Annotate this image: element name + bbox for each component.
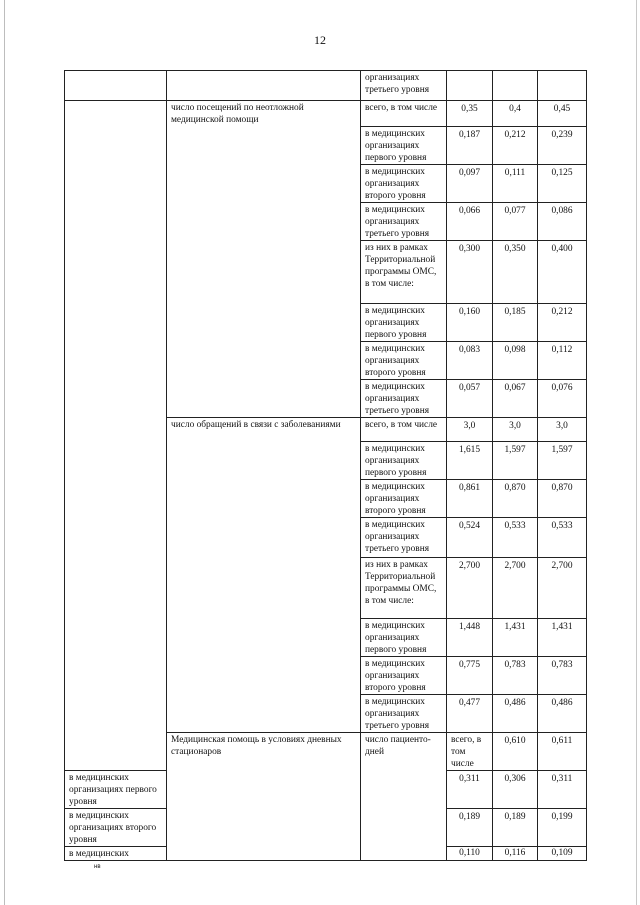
value-cell-3: 0,870 <box>538 480 587 518</box>
value-cell-3: 0,486 <box>538 695 587 733</box>
breakdown-cell: в медицинских <box>65 847 167 861</box>
value-cell-3: 1,597 <box>538 442 587 480</box>
value-cell-1 <box>447 71 493 101</box>
value-cell-2: 0,486 <box>493 695 538 733</box>
value-cell-1: 0,861 <box>447 480 493 518</box>
care-type-cell <box>65 101 167 771</box>
value-cell-1: 0,057 <box>447 380 493 418</box>
breakdown-cell: всего, в том числе <box>447 733 493 771</box>
value-cell-1: 0,300 <box>447 241 493 304</box>
value-cell-3: 0,112 <box>538 342 587 380</box>
value-cell-3: 0,199 <box>538 809 587 847</box>
value-cell-1: 0,187 <box>447 127 493 165</box>
value-cell-1: 0,066 <box>447 203 493 241</box>
breakdown-cell: в медицинских организациях третьего уровня <box>361 380 447 418</box>
scan-edge-left <box>4 0 5 905</box>
value-cell-1: 0,477 <box>447 695 493 733</box>
breakdown-cell: в медицинских организациях второго уровня <box>361 480 447 518</box>
value-cell-2: 0,111 <box>493 165 538 203</box>
indicator-cell <box>167 71 361 101</box>
value-cell-2: 0,098 <box>493 342 538 380</box>
value-cell-3: 0,239 <box>538 127 587 165</box>
value-cell-3: 1,431 <box>538 619 587 657</box>
value-cell-1: 1,615 <box>447 442 493 480</box>
value-cell-2: 1,597 <box>493 442 538 480</box>
page-number: 12 <box>314 33 326 47</box>
value-cell-3: 0,783 <box>538 657 587 695</box>
indicator-cell: число посещений по неотложной медицинской помощи <box>167 101 361 418</box>
value-cell-3: 0,086 <box>538 203 587 241</box>
value-cell-2: 0,212 <box>493 127 538 165</box>
breakdown-cell: в медицинских организациях первого уровня <box>361 304 447 342</box>
value-cell-1: 0,524 <box>447 518 493 558</box>
table-row <box>65 71 587 101</box>
breakdown-cell: в медицинских организациях первого уровня <box>65 771 167 809</box>
value-cell-1: 3,0 <box>447 418 493 442</box>
value-cell-1: 0,311 <box>447 771 493 809</box>
indicator-table <box>64 70 587 861</box>
value-cell-3: 0,076 <box>538 380 587 418</box>
value-cell-1: 1,448 <box>447 619 493 657</box>
breakdown-cell: в медицинских организациях второго уровня <box>361 165 447 203</box>
scan-edge-right <box>636 0 637 905</box>
value-cell-2: 0,067 <box>493 380 538 418</box>
value-cell-2: 0,783 <box>493 657 538 695</box>
value-cell-2: 1,431 <box>493 619 538 657</box>
table-row <box>65 101 587 127</box>
indicator-cell: число пациенто-дней <box>361 733 447 861</box>
value-cell-2: 0,185 <box>493 304 538 342</box>
value-cell-2: 2,700 <box>493 558 538 619</box>
value-cell-1: 0,160 <box>447 304 493 342</box>
value-cell-3 <box>538 71 587 101</box>
value-cell-1: 0,775 <box>447 657 493 695</box>
value-cell-1: 2,700 <box>447 558 493 619</box>
breakdown-cell: в медицинских организациях второго уровня <box>361 657 447 695</box>
value-cell-1: 0,110 <box>447 847 493 861</box>
value-cell-2: 0,077 <box>493 203 538 241</box>
breakdown-cell: в медицинских организациях второго уровня <box>65 809 167 847</box>
value-cell-2 <box>493 71 538 101</box>
value-cell-3: 3,0 <box>538 418 587 442</box>
breakdown-cell: всего, в том числе <box>361 101 447 127</box>
value-cell-1: 0,189 <box>447 809 493 847</box>
breakdown-cell: в медицинских организациях третьего уровня <box>361 695 447 733</box>
value-cell-2: 0,4 <box>493 101 538 127</box>
breakdown-cell: в медицинских организациях третьего уровня <box>361 518 447 558</box>
value-cell-2: 0,189 <box>493 809 538 847</box>
value-cell-2: 0,533 <box>493 518 538 558</box>
value-cell-3: 0,311 <box>538 771 587 809</box>
breakdown-cell: в медицинских организациях первого уровня <box>361 619 447 657</box>
value-cell-1: 0,097 <box>447 165 493 203</box>
value-cell-2: 0,350 <box>493 241 538 304</box>
breakdown-cell: всего, в том числе <box>361 418 447 442</box>
value-cell-3: 0,125 <box>538 165 587 203</box>
care-type-cell: Медицинская помощь в условиях дневных стационаров <box>167 733 361 861</box>
breakdown-cell: организациях третьего уровня <box>361 71 447 101</box>
value-cell-3: 0,400 <box>538 241 587 304</box>
breakdown-cell: в медицинских организациях третьего уровня <box>361 203 447 241</box>
value-cell-1: 0,610 <box>493 733 538 771</box>
breakdown-cell: в медицинских организациях первого уровня <box>361 442 447 480</box>
value-cell-1: 0,35 <box>447 101 493 127</box>
value-cell-3: 2,700 <box>538 558 587 619</box>
value-cell-2: 0,306 <box>493 771 538 809</box>
value-cell-3: 0,45 <box>538 101 587 127</box>
value-cell-3: 0,533 <box>538 518 587 558</box>
value-cell-2: 0,611 <box>538 733 587 771</box>
value-cell-3: 0,212 <box>538 304 587 342</box>
breakdown-cell: в медицинских организациях первого уровня <box>361 127 447 165</box>
indicator-cell: число обращений в связи с заболеваниями <box>167 418 361 733</box>
value-cell-2: 0,116 <box>493 847 538 861</box>
value-cell-2: 0,870 <box>493 480 538 518</box>
value-cell-2: 3,0 <box>493 418 538 442</box>
care-type-cell <box>65 71 167 101</box>
value-cell-3: 0,109 <box>538 847 587 861</box>
value-cell-1: 0,083 <box>447 342 493 380</box>
breakdown-cell: в медицинских организациях второго уровня <box>361 342 447 380</box>
breakdown-cell: из них в рамках Территориальной программы ОМС, в том числе: <box>361 241 447 304</box>
footer-mark: нв <box>94 864 101 870</box>
breakdown-cell: из них в рамках Территориальной программы ОМС, в том числе: <box>361 558 447 619</box>
